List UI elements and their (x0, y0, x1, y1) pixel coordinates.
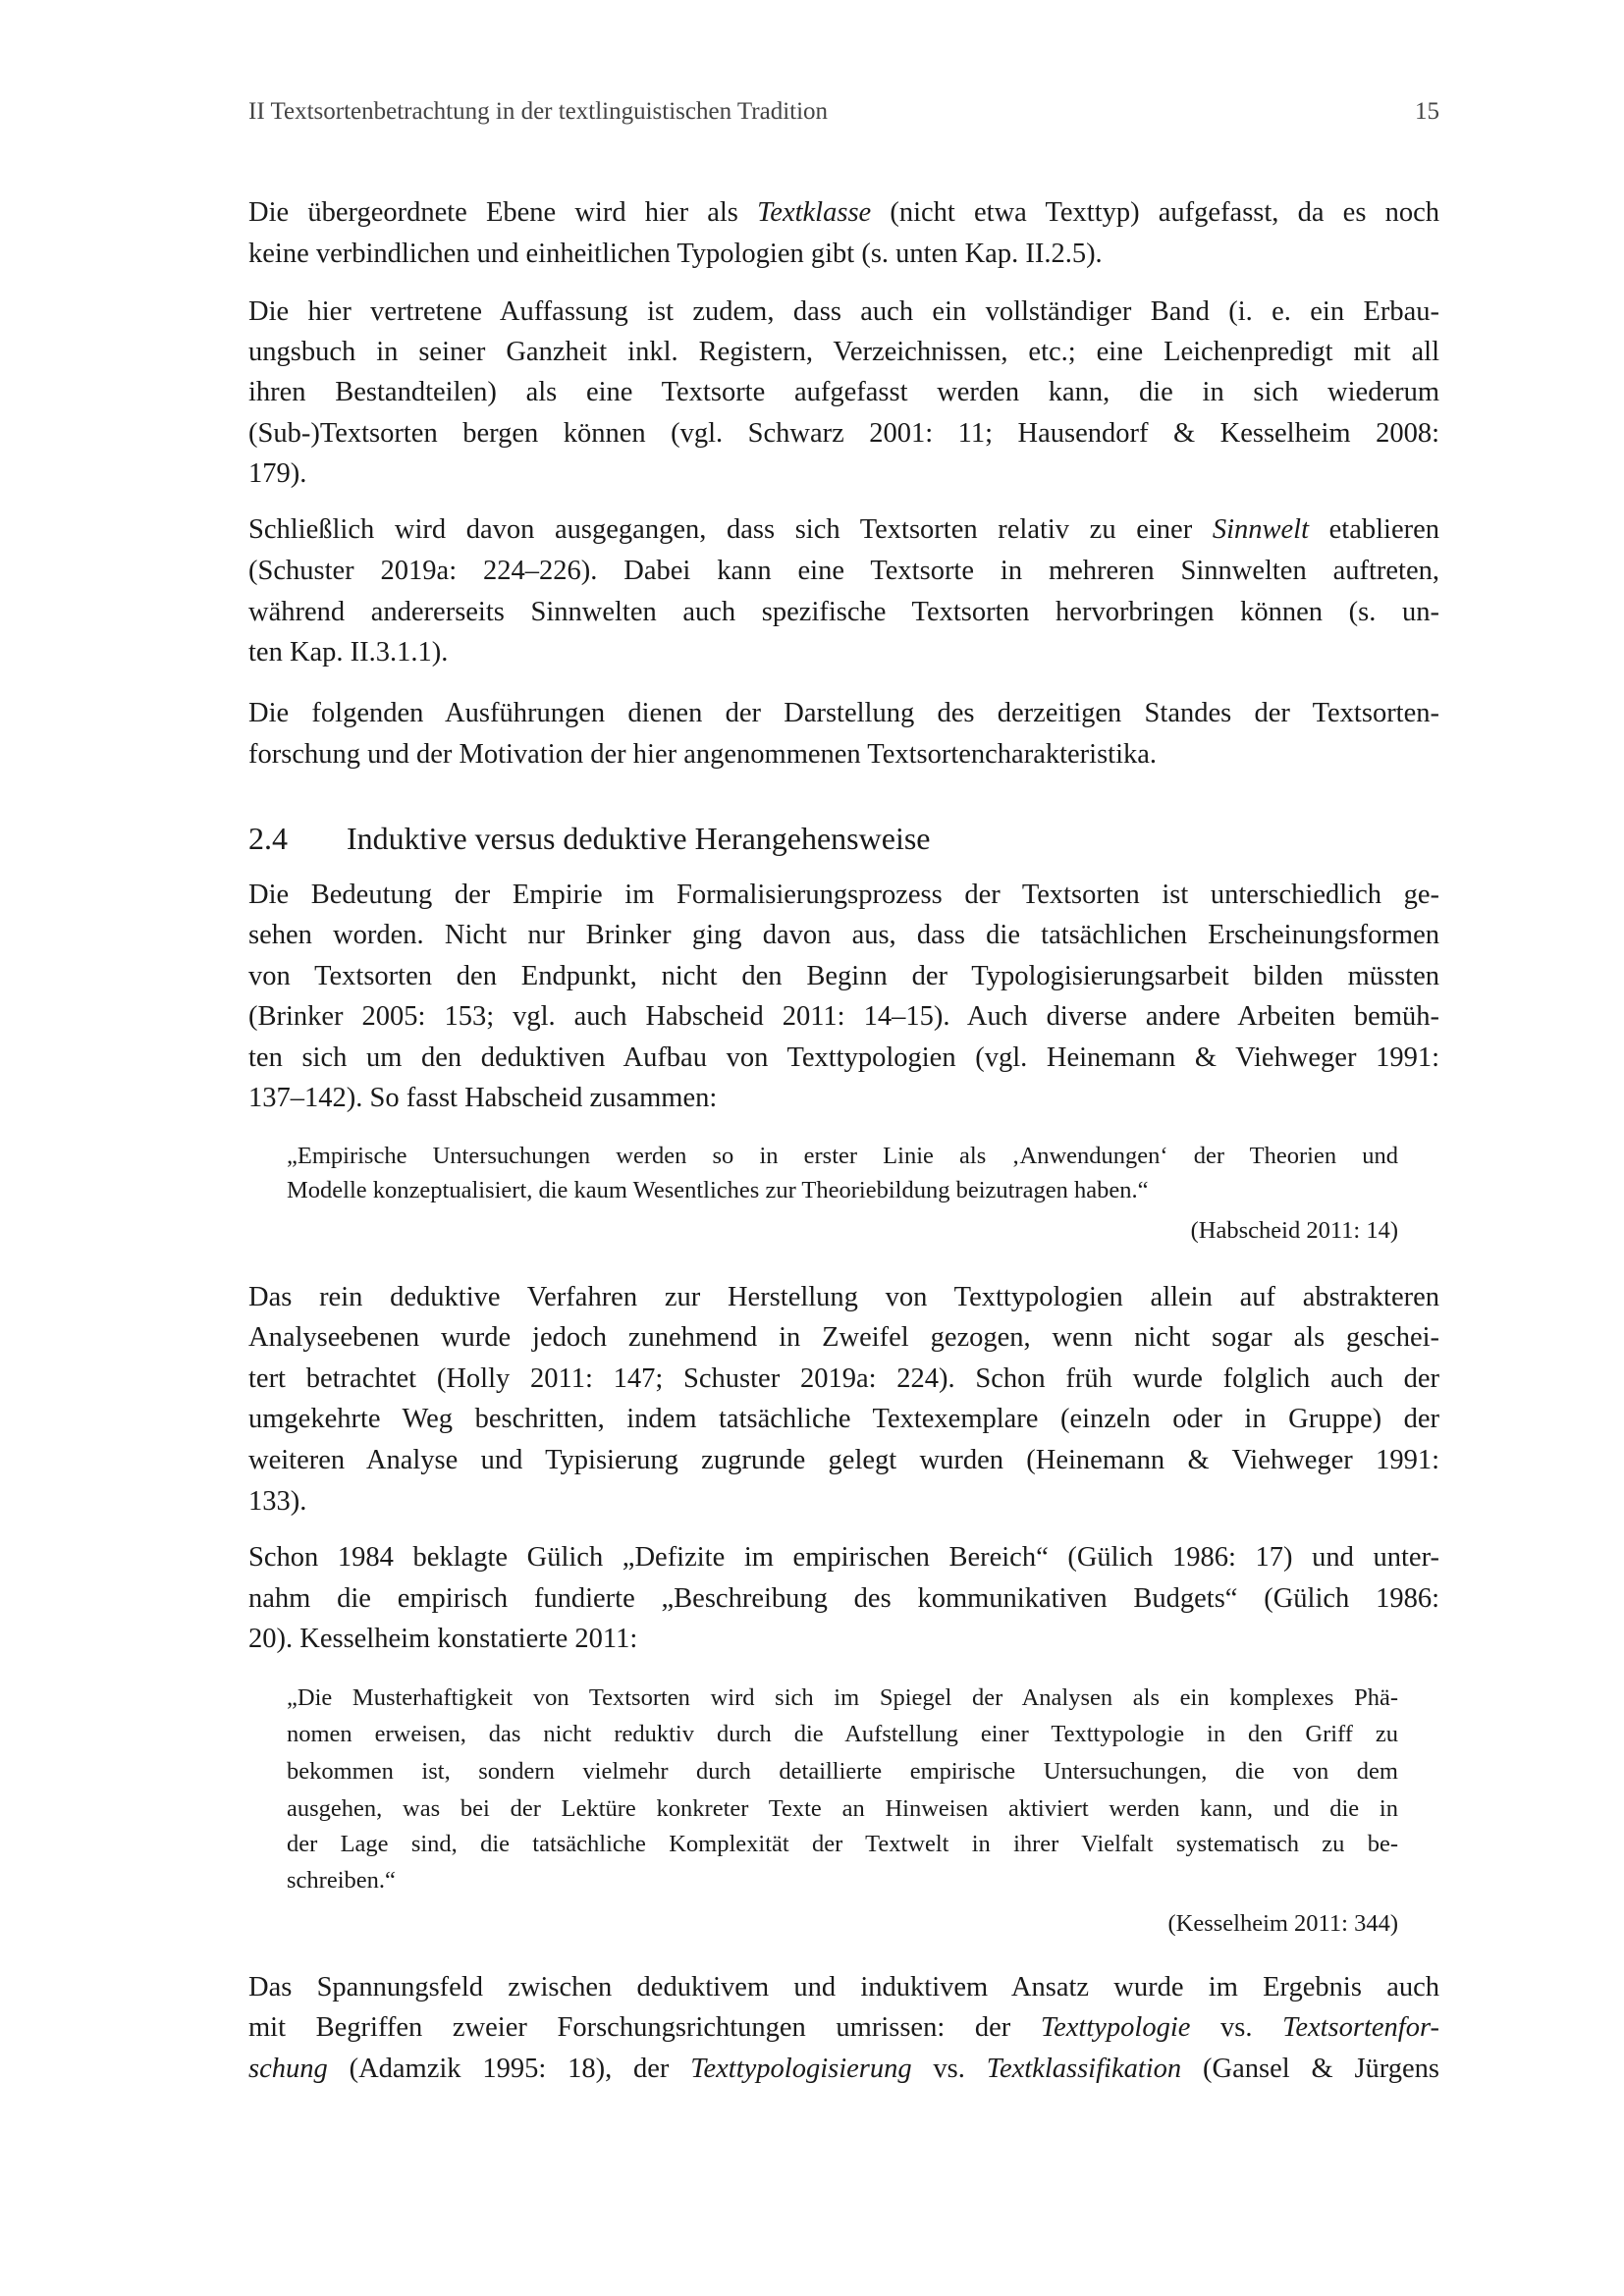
quote-line: nomen erweisen, das nicht reduktiv durch die Aufstellung einer Texttypologie in den Griff zu (287, 1721, 1398, 1747)
page-number: 15 (1415, 98, 1439, 125)
paragraph-line: Schließlich wird davon ausgegangen, dass sich Textsorten relativ zu einer Sinnwelt etablieren (248, 514, 1439, 545)
quote-citation: (Habscheid 2011: 14) (1190, 1217, 1398, 1244)
emphasis: Sinnwelt (1212, 514, 1309, 545)
emphasis: Textklasse (757, 197, 872, 228)
running-header: II Textsortenbetrachtung in der textlinguistischen Tradition (248, 98, 829, 125)
paragraph-line: schung (Adamzik 1995: 18), der Texttypologisierung vs. Textklassifikation (Gansel & Jürgens (248, 2054, 1439, 2084)
paragraph-line: Schon 1984 beklagte Gülich „Defizite im empirischen Bereich“ (Gülich 1986: 17) und unter- (248, 1542, 1439, 1573)
paragraph-line: 179). (248, 458, 307, 489)
quote-line: „Empirische Untersuchungen werden so in erster Linie als ‚Anwendungen‘ der Theorien und (287, 1143, 1398, 1169)
paragraph-line: sehen worden. Nicht nur Brinker ging davon aus, dass die tatsächlichen Erscheinungsformen (248, 920, 1439, 950)
paragraph-line: ten Kap. II.3.1.1). (248, 637, 449, 667)
emphasis: Textklassifikation (986, 2054, 1182, 2084)
quote-line: ausgehen, was bei der Lektüre konkreter Texte an Hinweisen aktiviert werden kann, und die in (287, 1795, 1398, 1822)
paragraph-line: Das Spannungsfeld zwischen deduktivem und induktivem Ansatz wurde im Ergebnis auch (248, 1972, 1439, 2002)
paragraph-line: Die übergeordnete Ebene wird hier als Textklasse (nicht etwa Texttyp) aufgefasst, da es noch (248, 197, 1439, 228)
emphasis: schung (248, 2054, 328, 2084)
paragraph-line: forschung und der Motivation der hier angenommenen Textsortencharakteristika. (248, 739, 1158, 770)
paragraph-line: 20). Kesselheim konstatierte 2011: (248, 1624, 638, 1654)
section-title: Induktive versus deduktive Herangehensweise (347, 821, 931, 856)
paragraph-line: während andererseits Sinnwelten auch spezifische Textsorten hervorbringen können (s. un- (248, 597, 1439, 627)
emphasis: Texttypologisierung (690, 2054, 912, 2084)
paragraph-line: tert betrachtet (Holly 2011: 147; Schuster 2019a: 224). Schon früh wurde folglich auch der (248, 1363, 1439, 1394)
paragraph-line: weiteren Analyse und Typisierung zugrunde gelegt wurden (Heinemann & Viehweger 1991: (248, 1445, 1439, 1475)
paragraph-line: ten sich um den deduktiven Aufbau von Texttypologien (vgl. Heinemann & Viehweger 1991: (248, 1042, 1439, 1073)
paragraph-line: Die Bedeutung der Empirie im Formalisierungsprozess der Textsorten ist unterschiedlich ge- (248, 880, 1439, 910)
paragraph-line: 137–142). So fasst Habscheid zusammen: (248, 1083, 718, 1113)
paragraph-line: Die hier vertretene Auffassung ist zudem, dass auch ein vollständiger Band (i. e. ein Erbau- (248, 296, 1439, 327)
emphasis: Texttypologie (1040, 2012, 1191, 2043)
quote-line: Modelle konzeptualisiert, die kaum Wesentliches zur Theoriebildung beizutragen haben.“ (287, 1177, 1149, 1203)
section-number: 2.4 (248, 821, 288, 856)
paragraph-line: ungsbuch in seiner Ganzheit inkl. Registern, Verzeichnissen, etc.; eine Leichenpredigt mit all (248, 337, 1439, 367)
paragraph-line: mit Begriffen zweier Forschungsrichtungen umrissen: der Texttypologie vs. Textsortenfor- (248, 2012, 1439, 2043)
paragraph-line: (Brinker 2005: 153; vgl. auch Habscheid 2011: 14–15). Auch diverse andere Arbeiten bemüh- (248, 1001, 1439, 1032)
quote-citation: (Kesselheim 2011: 344) (1167, 1910, 1398, 1937)
quote-line: bekommen ist, sondern vielmehr durch detaillierte empirische Untersuchungen, die von dem (287, 1758, 1398, 1785)
emphasis: Textsortenfor- (1282, 2012, 1439, 2043)
paragraph-line: umgekehrte Weg beschritten, indem tatsächliche Textexemplare (einzeln oder in Gruppe) der (248, 1404, 1439, 1434)
paragraph-line: Das rein deduktive Verfahren zur Herstellung von Texttypologien allein auf abstrakteren (248, 1282, 1439, 1312)
paragraph-line: von Textsorten den Endpunkt, nicht den Beginn der Typologisierungsarbeit bilden müssten (248, 961, 1439, 991)
paragraph-line: Analyseebenen wurde jedoch zunehmend in Zweifel gezogen, wenn nicht sogar als geschei- (248, 1322, 1439, 1353)
quote-line: schreiben.“ (287, 1867, 396, 1894)
paragraph-line: keine verbindlichen und einheitlichen Typologien gibt (s. unten Kap. II.2.5). (248, 239, 1103, 269)
paragraph-line: 133). (248, 1486, 307, 1517)
paragraph-line: (Schuster 2019a: 224–226). Dabei kann eine Textsorte in mehreren Sinnwelten auftreten, (248, 556, 1439, 586)
paragraph-line: Die folgenden Ausführungen dienen der Darstellung des derzeitigen Standes der Textsorten- (248, 698, 1439, 728)
paragraph-line: ihren Bestandteilen) als eine Textsorte aufgefasst werden kann, die in sich wiederum (248, 377, 1439, 407)
quote-line: „Die Musterhaftigkeit von Textsorten wird sich im Spiegel der Analysen als ein komplexes Phä- (287, 1684, 1398, 1711)
quote-line: der Lage sind, die tatsächliche Komplexität der Textwelt in ihrer Vielfalt systematisch zu be- (287, 1831, 1398, 1857)
paragraph-line: (Sub-)Textsorten bergen können (vgl. Schwarz 2001: 11; Hausendorf & Kesselheim 2008: (248, 418, 1439, 449)
paragraph-line: nahm die empirisch fundierte „Beschreibung des kommunikativen Budgets“ (Gülich 1986: (248, 1583, 1439, 1614)
